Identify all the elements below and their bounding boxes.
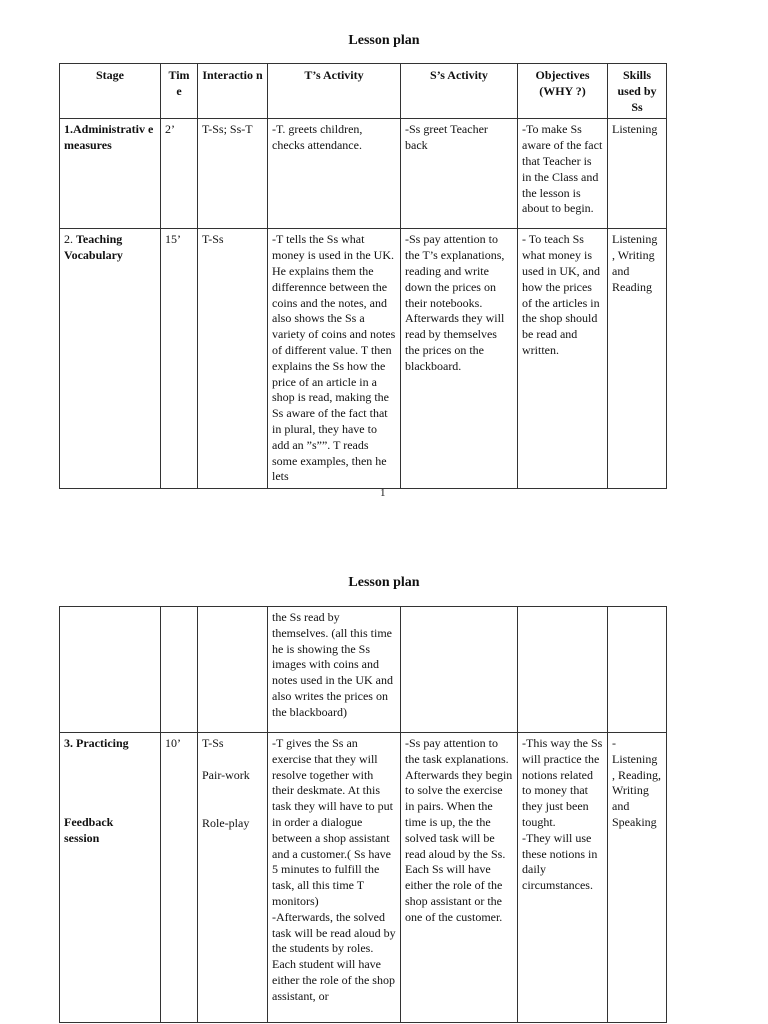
s-activity-cell: -Ss pay attention to the task explanations. Afterwards they begin to solve the exercise in pairs. When the time is up, the the solved task will be read aloud by the Ss. Each Ss will have either the role of the shop assistant or the one of the customer.	[401, 733, 518, 1023]
interaction-cell	[198, 733, 268, 1023]
time-cell: 15’	[161, 229, 198, 489]
header-stage: Stage	[60, 64, 161, 119]
header-t-activity: T’s Activity	[268, 64, 401, 119]
objectives-part-1: -This way the Ss will practice the notions related to money that they just been tought.	[522, 736, 603, 829]
s-activity-cell	[401, 607, 518, 733]
stage-name: Teaching Vocabulary	[64, 232, 123, 263]
stage-cell	[60, 229, 161, 489]
interaction-3: Role-play	[202, 815, 250, 830]
objectives-cell: -To make Ss aware of the fact that Teacher is in the Class and the lesson is about to begin.	[518, 119, 608, 229]
stage-cell	[60, 607, 161, 733]
s-activity-cell: -Ss greet Teacher back	[401, 119, 518, 229]
time-cell	[161, 607, 198, 733]
table-row	[60, 119, 667, 229]
header-time: Tim e	[161, 64, 198, 119]
skills-cell: Listening , Writing and Reading	[608, 229, 667, 489]
objectives-part-2: -They will use these notions in daily circumstances.	[522, 830, 598, 893]
t-activity-cell: -T. greets children, checks attendance.	[268, 119, 401, 229]
skills-cell	[608, 607, 667, 733]
header-objectives: Objectives (WHY ?)	[518, 64, 608, 119]
table-row	[60, 733, 667, 1023]
header-s-activity: S’s Activity	[401, 64, 518, 119]
header-skills: Skills used by Ss	[608, 64, 667, 119]
stage-extra: Feedback session	[64, 814, 114, 845]
table-row	[60, 229, 667, 489]
objectives-cell	[518, 733, 608, 1023]
lesson-plan-table-2	[59, 606, 667, 1023]
stage-number: 2.	[64, 232, 76, 247]
skills-cell: - Listening , Reading, Writing and Speaking	[608, 733, 667, 1023]
s-activity-cell: -Ss pay attention to the T’s explanations, reading and write down the prices on their notebooks. Afterwards they will read by themselves the prices on the blackboard.	[401, 229, 518, 489]
page-number: 1	[380, 487, 386, 499]
skills-cell: Listening	[608, 119, 667, 229]
stage-name: 3. Practicing	[64, 736, 129, 750]
page-2-title: Lesson plan	[348, 575, 420, 590]
interaction-cell: T-Ss; Ss-T	[198, 119, 268, 229]
interaction-cell	[198, 607, 268, 733]
t-activity-cell	[268, 733, 401, 1023]
header-row	[60, 64, 667, 119]
t-activity-part-1: -T gives the Ss an exercise that they will resolve together with their deskmate. At this task they will have to put in order a dialogue between a shop assistant and a customer.( Ss have 5 minutes to fulfill the task, all this time T monitors)	[272, 736, 393, 908]
objectives-cell: - To teach Ss what money is used in UK, and how the prices of the articles in the shop should be read and written.	[518, 229, 608, 489]
stage-cell	[60, 733, 161, 1023]
stage-cell: 1.Administrativ e measures	[60, 119, 161, 229]
lesson-plan-table-1	[59, 63, 667, 489]
time-cell: 10’	[161, 733, 198, 1023]
time-cell: 2’	[161, 119, 198, 229]
interaction-2: Pair-work	[202, 767, 250, 782]
t-activity-cell: -T tells the Ss what money is used in the UK. He explains them the differennce between the coins and the notes, and also shows the Ss a variety of coins and notes of different value. T then explains the Ss how the price of an article in a shop is read, making the Ss aware of the fact that in plural, they have to add an ”s””. T reads some examples, then he lets	[268, 229, 401, 489]
header-interaction: Interactio n	[198, 64, 268, 119]
t-activity-cell: the Ss read by themselves. (all this time he is showing the Ss images with coins and notes used in the UK and also writes the prices on the blackboard)	[268, 607, 401, 733]
interaction-1: T-Ss	[202, 736, 224, 750]
table-row	[60, 607, 667, 733]
objectives-cell	[518, 607, 608, 733]
t-activity-part-2: -Afterwards, the solved task will be read aloud by the students by roles. Each student will have either the role of the shop assistant, or	[272, 909, 396, 1003]
page-1-title: Lesson plan	[348, 33, 420, 48]
interaction-cell: T-Ss	[198, 229, 268, 489]
